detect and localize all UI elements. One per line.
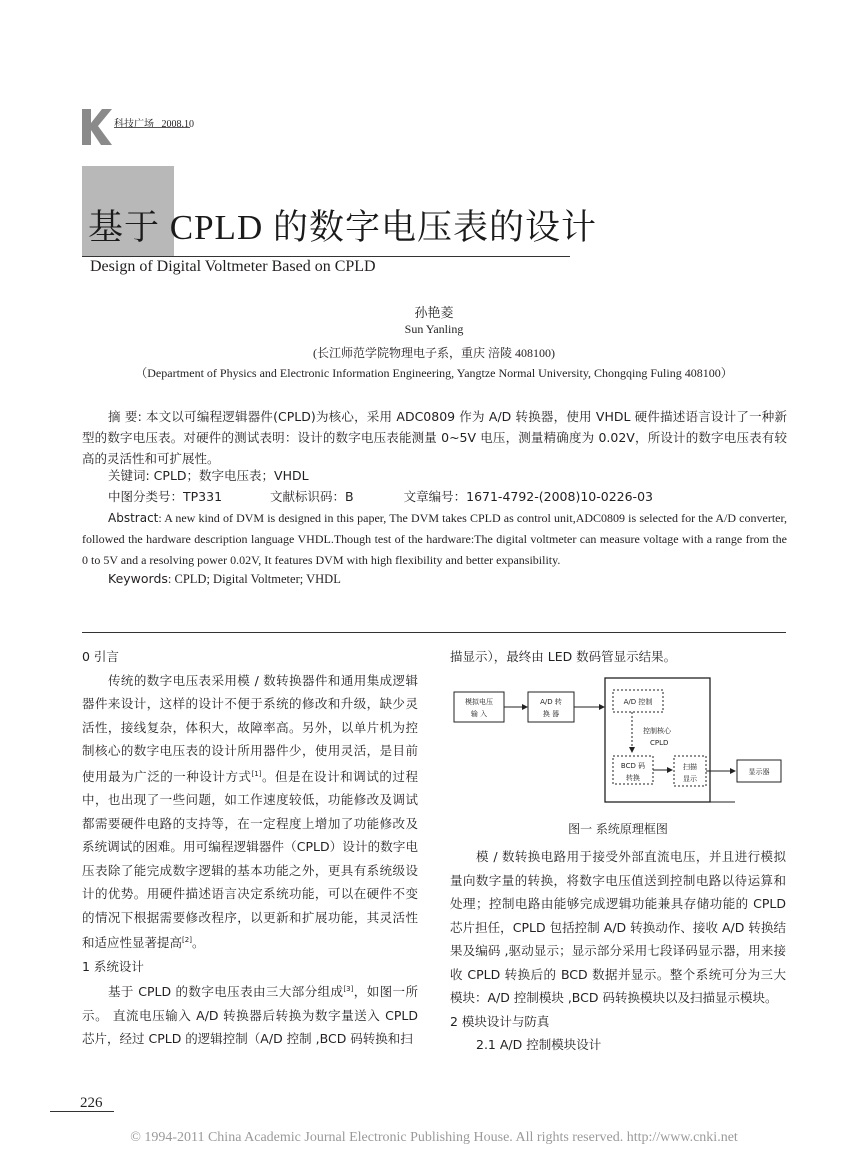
section-1-paragraph — [82, 978, 418, 1051]
affiliation-zh: (长江师范学院物理电子系，重庆 涪陵 408100) — [313, 346, 555, 360]
display-label: 显示器 — [748, 768, 770, 776]
ad-control-label: A/D 控制 — [623, 698, 653, 706]
section-0-heading: 0 引言 — [82, 649, 119, 664]
left-column — [82, 645, 418, 1051]
bcd-label-1: BCD 码 — [620, 762, 646, 770]
classification-line — [108, 487, 653, 505]
section-separator — [82, 632, 786, 633]
paper-subtitle: Design of Digital Voltmeter Based on CPLD — [90, 258, 376, 275]
citation-3: [3] — [343, 985, 354, 994]
doc-code: 文献标识码：B — [270, 489, 354, 504]
cpld-label-1: 控制核心 — [643, 727, 671, 735]
right-paragraph-1: 模 / 数转换电路用于接受外部直流电压，并且进行模拟量向数字量的转换，将数字电压值送到控制电路以待运算和处理；控制电路由能够完成逻辑功能兼具存储功能的 CPLD 芯片担任，CPLD 包括控制 A/D 转换动作、接收 A/D 转换结果及编码 ,驱动显示；显示部分采用七段译码显示器，用来接收 CPLD 转换后的 BCD 数据并显示。整个系统可分为三大模块：A/D 控制模块 ,BCD 码转换模块以及扫描显示模块。 — [450, 849, 786, 1005]
system-block-diagram — [450, 672, 786, 812]
ad-converter-label-2: 换 器 — [542, 710, 560, 718]
section-2-1-heading: 2.1 A/D 控制模块设计 — [476, 1037, 602, 1052]
title-rule — [82, 256, 570, 257]
section-1-heading: 1 系统设计 — [82, 958, 144, 974]
abstract-zh-label: 摘 要 — [108, 409, 138, 424]
citation-2: [2] — [182, 936, 192, 945]
scan-label-2: 显示 — [683, 775, 697, 783]
journal-issue: 2008.10 — [161, 119, 194, 130]
right-column-top: 描显示），最终由 LED 数码管显示结果。 — [450, 649, 677, 664]
keywords-zh: 关键词: CPLD；数字电压表；VHDL — [108, 468, 309, 483]
figure-caption: 图一 系统原理框图 — [568, 822, 668, 836]
ad-converter-label-1: A/D 转 — [540, 698, 562, 706]
section-0-text-a: 传统的数字电压表采用模 / 数转换器件和通用集成逻辑器件来设计，这样的设计不便于系统的修改和升级，缺少灵活性，接线复杂，体积大，故障率高。另外，以单片机为控制核心的数字电压表的设计所用器件少，使用灵活，是目前使用最为广泛的一种设计方式 — [82, 672, 418, 784]
article-number: 文章编号：1671-4792-(2008)10-0226-03 — [403, 489, 653, 504]
section-2-heading: 2 模块设计与防真 — [450, 1013, 550, 1029]
page-number: 226 — [80, 1095, 103, 1111]
analog-input-label-1: 模拟电压 — [465, 698, 493, 706]
keywords-en — [108, 571, 341, 587]
abstract-en — [82, 508, 787, 571]
analog-input-label-2: 输 入 — [470, 710, 488, 718]
section-0-paragraph — [82, 669, 418, 955]
clc-number: 中图分类号：TP331 — [108, 489, 223, 504]
section-0-end: 。 — [191, 935, 205, 951]
affiliation-en: （Department of Physics and Electronic Information Engineering, Yangtze Normal University, Chongqing Fuling 408100） — [135, 366, 733, 380]
author-name-en: Sun Yanling — [404, 322, 464, 336]
bcd-label-2: 转换 — [626, 774, 640, 782]
keywords-en-text: : CPLD; Digital Voltmeter; VHDL — [167, 572, 341, 586]
author-name-zh: 孙艳菱 — [414, 306, 454, 321]
abstract-en-label: Abstract — [108, 511, 159, 525]
scan-label-1: 扫描 — [683, 763, 697, 771]
journal-logo-k — [82, 109, 112, 145]
abstract-en-text: : A new kind of DVM is designed in this paper, The DVM takes CPLD as control unit,ADC0809 is selected for the A/D converter, followed the hardware description language VHDL.Though test of the hardware:The digital voltmeter can measure voltage with a range from the 0 to 5V and a resolving power 0.02V, It features DVM with high flexibility and better expansibility. — [82, 511, 787, 567]
paper-title: 基于 CPLD 的数字电压表的设计 — [88, 208, 597, 247]
cpld-label-2: CPLD — [650, 739, 669, 747]
right-column-body — [450, 845, 786, 1057]
section-1-text-a: 基于 CPLD 的数字电压表由三大部分组成 — [108, 984, 344, 1000]
journal-name: 科技广场 — [114, 119, 154, 130]
citation-1: [1] — [251, 769, 262, 778]
abstract-zh — [82, 406, 787, 469]
page-number-rule — [50, 1111, 114, 1112]
copyright-footer: © 1994-2011 China Academic Journal Electronic Publishing House. All rights reserved. http://www.cnki.net — [130, 1130, 738, 1145]
abstract-zh-text: : 本文以可编程逻辑器件(CPLD)为核心，采用 ADC0809 作为 A/D 转换器，使用 VHDL 硬件描述语言设计了一种新型的数字电压表。对硬件的测试表明：设计的数字电压表能测量 0~5V 电压，测量精确度为 0.02V，所设计的数字电压表有较高的灵活性和可扩展性。 — [82, 409, 787, 466]
section-0-text-b: 。但是在设计和调试的过程中，也出现了一些问题，如工作速度较低，功能修改及调试都需要硬件电路的支持等，在一定程度上增加了功能修改及系统调试的困难。用可编程逻辑器件（CPLD）设计的数字电压表除了能完成数字逻辑的基本功能之外，更具有系统级设计的优势。用硬件描述语言决定系统功能，可以在硬件不变的情况下根据需要修改程序，以更新和扩展功能，其灵活性和适应性显著提高 — [82, 768, 418, 951]
section-1-text-b: ，如图一所示。 直流电压输入 A/D 转换器后转换为数字量送入 CPLD 芯片，经过 CPLD 的逻辑控制（A/D 控制 ,BCD 码转换和扫 — [82, 984, 418, 1047]
header-rule — [114, 127, 190, 128]
keywords-en-label: Keywords — [108, 571, 168, 586]
